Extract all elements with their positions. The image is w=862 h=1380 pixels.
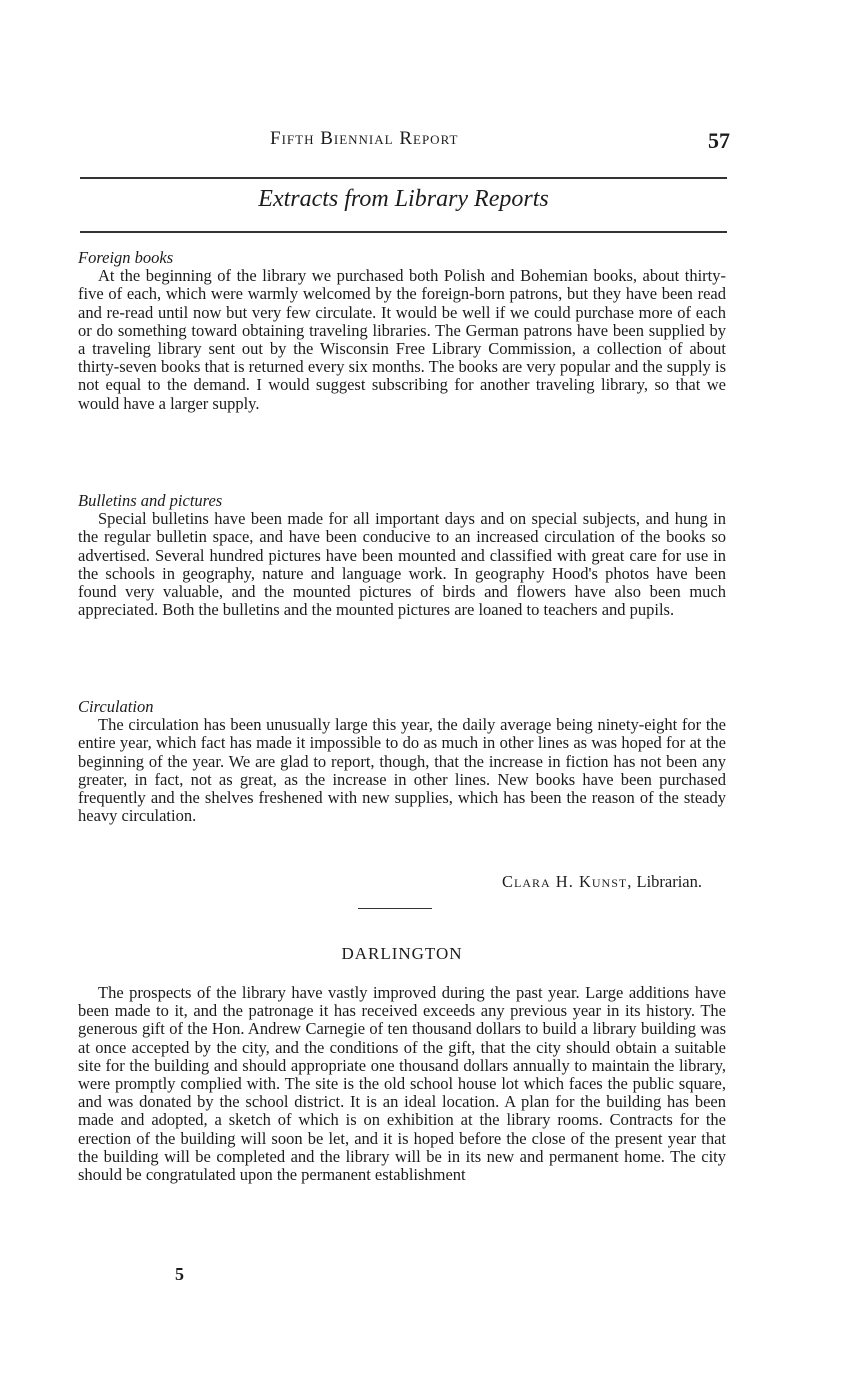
running-title: Fifth Biennial Report <box>270 128 459 149</box>
section-paragraph: At the beginning of the library we purchased both Polish and Bohemian books, about thirty-five of each, which were warmly welcomed by the foreign-born patrons, but they have been read and re-read until now but very few circulate. It would be well if we could purchase more of each or do something toward obtaining traveling libraries. The German patrons have been supplied by a traveling library sent out by the Wisconsin Free Library Commission, a collection of about thirty-seven books that is returned every six months. The books are very popular and the supply is not equal to the demand. I would suggest subscribing for another traveling library, so that we would have a larger supply. <box>78 266 726 413</box>
bulletins-section <box>78 492 726 619</box>
foreign-books-section <box>78 249 726 413</box>
darlington-section <box>78 984 726 1184</box>
page-number: 57 <box>708 128 730 153</box>
circulation-section <box>78 698 726 825</box>
header-rule-top <box>80 177 727 179</box>
section-heading: Bulletins and pictures <box>78 491 223 510</box>
page-header <box>80 128 730 158</box>
section-paragraph: The circulation has been unusually large this year, the daily average being ninety-eight for the entire year, which fact has made it impossible to do as much in other lines as was hoped for at the beginning of the year. We are glad to report, though, that the increase in fiction has not been any greater, in fact, not as great, as the increase in other lines. New books have been purchased frequently and the shelves freshened with new supplies, which has been the reason of the steady heavy circulation. <box>78 715 726 826</box>
signature-mark: 5 <box>175 1264 184 1284</box>
header-rule-bottom <box>80 231 727 233</box>
section-heading: Circulation <box>78 697 154 716</box>
librarian-signature <box>78 872 702 892</box>
darlington-heading: DARLINGTON <box>341 944 463 963</box>
section-title: Extracts from Library Reports <box>258 186 549 212</box>
section-heading: Foreign books <box>78 248 174 267</box>
signature-role: Librarian. <box>636 872 702 891</box>
signature-name: Clara H. Kunst, <box>502 872 633 891</box>
section-paragraph: Special bulletins have been made for all important days and on special subjects, and hung in the regular bulletin space, and have been conducive to an increased circulation of the books so advertised. Several hundred pictures have been mounted and classified with great care for use in the schools in geography, nature and language work. In geography Hood's photos have been found very valuable, and the mounted pictures of birds and flowers have also been much appreciated. Both the bulletins and the mounted pictures are loaned to teachers and pupils. <box>78 509 726 620</box>
section-divider <box>358 908 432 909</box>
darlington-paragraph: The prospects of the library have vastly improved during the past year. Large additions have been made to it, and the patronage it has received exceeds any previous year in its history. The generous gift of the Hon. Andrew Carnegie of ten thousand dollars to build a library building was at once accepted by the city, and the conditions of the gift, that the city should obtain a suitable site for the building and should appropriate one thousand dollars annually to maintain the library, were promptly complied with. The site is the old school house lot which faces the public square, and was donated by the school district. It is an ideal location. A plan for the building has been made and adopted, a sketch of which is on exhibition at the library rooms. Contracts for the erection of the building will soon be let, and it is hoped before the close of the present year that the building will be completed and the library will be in its new and permanent home. The city should be congratulated upon the permanent establishment <box>78 983 726 1185</box>
